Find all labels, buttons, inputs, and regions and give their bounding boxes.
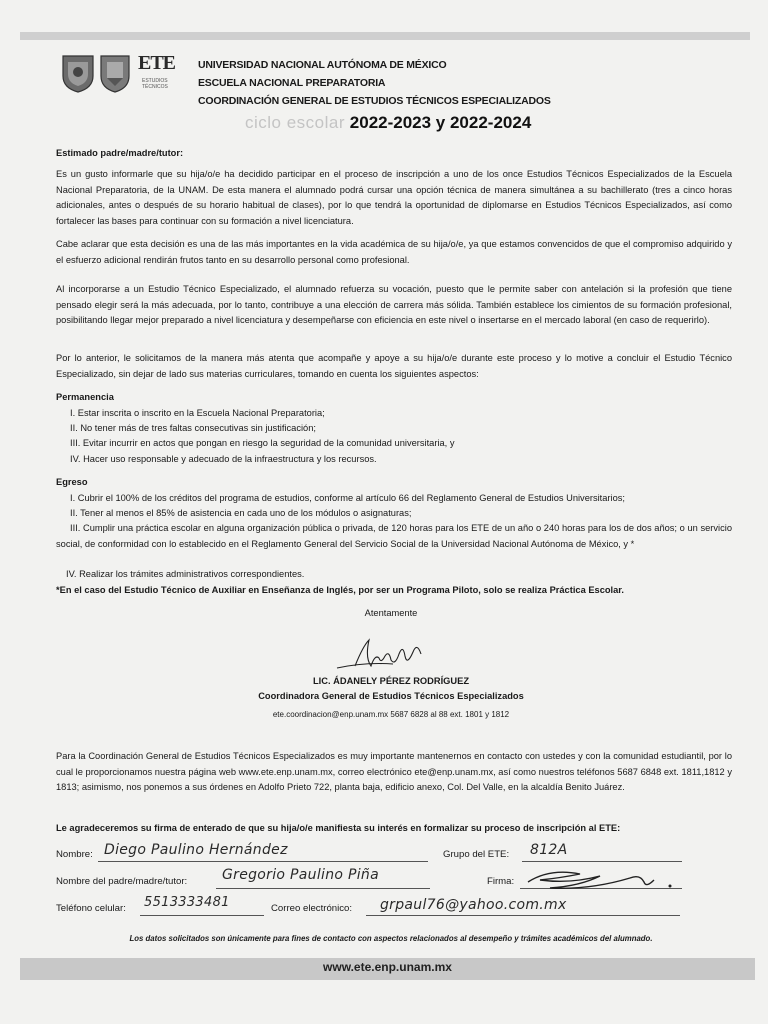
permanencia-item: IV. Hacer uso responsable y adecuado de la infraestructura y los recursos. <box>70 454 377 464</box>
name-value[interactable]: Diego Paulino Hernández <box>104 842 288 858</box>
email-value[interactable]: grpaul76@yahoo.com.mx <box>380 897 567 913</box>
egreso-title: Egreso <box>56 477 88 487</box>
egreso-item: I. Cubrir el 100% de los créditos del programa de estudios, conforme al artículo 66 del Reglamento General de Estudios Universitarios; <box>70 493 625 503</box>
email-label: Correo electrónico: <box>271 903 353 914</box>
footer-band <box>20 958 755 980</box>
parent-label: Nombre del padre/madre/tutor: <box>56 876 188 887</box>
unam-seal-icon <box>60 54 96 94</box>
phone-value[interactable]: 5513333481 <box>144 895 230 910</box>
parent-underline <box>216 888 430 889</box>
ete-logo: ETE ESTUDIOS TÉCNICOS <box>138 52 176 90</box>
greeting: Estimado padre/madre/tutor: <box>56 148 184 158</box>
group-value[interactable]: 812A <box>530 842 568 858</box>
phone-underline <box>140 915 264 916</box>
name-underline <box>98 861 428 862</box>
enp-seal-icon <box>98 54 132 94</box>
permanencia-title: Permanencia <box>56 392 114 402</box>
parent-signature[interactable] <box>520 864 680 894</box>
paragraph-1: Es un gusto informarle que su hija/o/e ha decidido participar en el proceso de inscripción a uno de los once Estudios Técnicos Especializados de la Escuela Nacional Preparatoria, de la UNAM. De esta manera el alumnado podrá cursar una opción técnica de manera simultánea a su bachillerato (tres a cinco horas adicionales, antes o después de su horario habitual de clases), por lo que tendrá la oportunidad de diplomarse en Estudios Técnicos Especializados, así como fortalecer las bases para continuar con su formación a nivel licenciatura. <box>56 169 732 226</box>
signer-contact: ete.coordinacion@enp.unam.mx 5687 6828 al 88 ext. 1801 y 1812 <box>272 710 510 719</box>
permanencia-item: III. Evitar incurrir en actos que pongan en riesgo la seguridad de la comunidad universitaria, y <box>70 438 455 448</box>
footer-url[interactable]: www.ete.enp.unam.mx <box>323 960 452 974</box>
signer-title: Coordinadora General de Estudios Técnicos Especializados <box>258 691 524 701</box>
school-cycle <box>245 113 531 133</box>
phone-label: Teléfono celular: <box>56 903 126 914</box>
institution-line-1: UNIVERSIDAD NACIONAL AUTÓNOMA DE MÉXICO <box>198 59 447 71</box>
logos <box>60 52 178 104</box>
institution-line-2: ESCUELA NACIONAL PREPARATORIA <box>198 77 386 89</box>
cycle-years: 2022-2023 y 2022-2024 <box>349 113 532 132</box>
paragraph-5: Para la Coordinación General de Estudios Técnicos Especializados es muy importante mantenernos en contacto con ustedes y con la comunidad estudiantil, por lo cual le proporcionamos nuestra página web www.ete.enp.unam.mx, correo electrónico ete@enp.unam.mx, así como nuestros teléfonos 5687 6848 ext. 1811,1812 y 1813; asimismo, nos ponemos a sus órdenes en Adolfo Prieto 722, planta baja, edificio anexo, Col. Del Valle, en la alcaldía Benito Juárez. <box>56 751 732 792</box>
paragraph-4: Por lo anterior, le solicitamos de la manera más atenta que acompañe y apoye a su hija/o/e durante este proceso y lo motive a concluir el Estudio Técnico Especializado, sin dejar de lado sus materias curriculares, tomando en cuenta los siguientes aspectos: <box>56 353 732 379</box>
group-label: Grupo del ETE: <box>443 849 510 860</box>
name-label: Nombre: <box>56 849 93 860</box>
parent-value[interactable]: Gregorio Paulino Piña <box>222 867 379 883</box>
institution-heading <box>198 56 551 110</box>
top-scan-band <box>20 32 750 40</box>
signer-name: LIC. ÁDANELY PÉREZ RODRÍGUEZ <box>313 676 469 686</box>
closing: Atentamente <box>364 608 418 618</box>
group-underline <box>522 861 682 862</box>
institution-line-3: COORDINACIÓN GENERAL DE ESTUDIOS TÉCNICOS ESPECIALIZADOS <box>198 95 551 107</box>
permanencia-item: II. No tener más de tres faltas consecutivas sin justificación; <box>70 423 316 433</box>
email-underline <box>366 915 680 916</box>
footnote: *En el caso del Estudio Técnico de Auxiliar en Enseñanza de Inglés, por ser un Programa Piloto, solo se realiza Práctica Escolar. <box>56 585 624 595</box>
permanencia-item: I. Estar inscrita o inscrito en la Escuela Nacional Preparatoria; <box>70 408 325 418</box>
egreso-item: IV. Realizar los trámites administrativos correspondientes. <box>66 569 305 579</box>
egreso-item: II. Tener al menos el 85% de asistencia en cada uno de los módulos o asignaturas; <box>70 508 412 518</box>
paragraph-3: Al incorporarse a un Estudio Técnico Especializado, el alumnado refuerza su vocación, puesto que le permite saber con antelación si la profesión que tiene pensado elegir será la más adecuada, por lo tanto, contribuye a una elección de carrera más sólida. También establece los cimientos de su formación profesional, posibilitando llegar mejor preparado a nivel licenciatura y desempeñarse con eficiencia en este nivel o insertarse en el mercado laboral (en caso de requerirlo). <box>56 284 732 325</box>
egreso-item: III. Cumplir una práctica escolar en alguna organización pública o privada, de 120 horas para los ETE de un año o 240 horas para los de dos años; o un servicio social, de conformidad con lo establecido en el Reglamento General del Servicio Social de la Universidad Nacional Autónoma de México, y * <box>56 523 732 549</box>
coordinator-signature <box>335 636 445 676</box>
privacy-note: Los datos solicitados son únicamente para fines de contacto con aspectos relacionados al desempeño y trámites académicos del alumnado. <box>129 934 653 943</box>
enrollment-request: Le agradeceremos su firma de enterado de que su hija/o/e manifiesta su interés en formalizar su proceso de inscripción al ETE: <box>56 823 621 833</box>
paragraph-2: Cabe aclarar que esta decisión es una de las más importantes en la vida académica de su hija/o/e, ya que estamos convencidos de que el compromiso adquirido y el esfuerzo adicional rendirán frutos tanto en su desarrollo personal como profesional. <box>56 239 732 265</box>
signature-label: Firma: <box>487 876 515 887</box>
cycle-label: ciclo escolar <box>245 113 346 132</box>
